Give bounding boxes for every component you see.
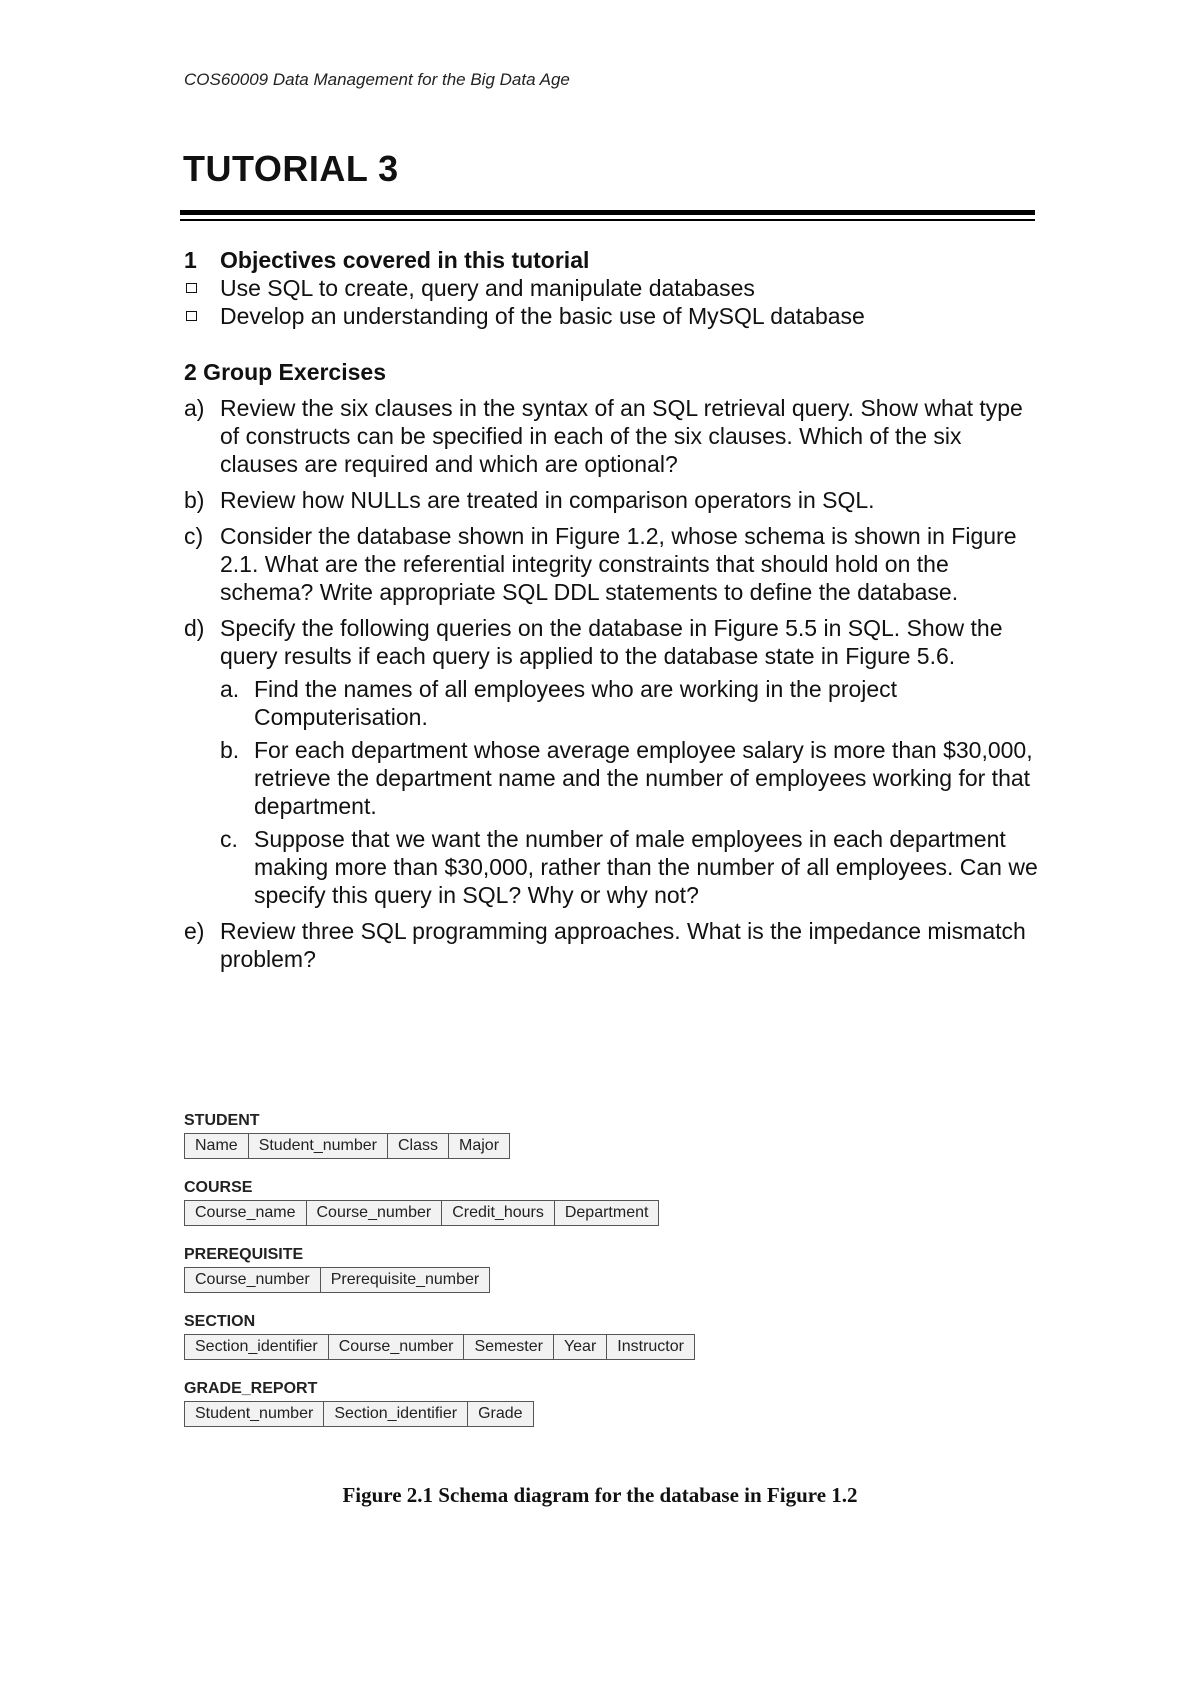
sub-question-label: a. <box>220 676 240 702</box>
sub-question <box>220 825 1044 909</box>
attribute-cell: Major <box>449 1133 510 1159</box>
sub-question-text: For each department whose average employee salary is more than $30,000, retrieve the department name and the number of employees working for that department. <box>254 737 1033 819</box>
exercises-section <box>184 358 1044 973</box>
exercise-item <box>184 394 1044 478</box>
exercise-text: Review three SQL programming approaches. What is the impedance mismatch problem? <box>220 918 1026 972</box>
objective-bullet <box>184 302 1044 330</box>
attribute-row <box>184 1200 695 1226</box>
attribute-cell: Course_number <box>184 1267 321 1293</box>
running-header: COS60009 Data Management for the Big Data Age <box>184 70 570 89</box>
attribute-cell: Course_number <box>329 1334 465 1360</box>
exercise-item <box>184 917 1044 973</box>
objective-text: Use SQL to create, query and manipulate databases <box>220 275 755 301</box>
attribute-row <box>184 1401 695 1427</box>
exercise-label: c) <box>184 523 204 549</box>
exercise-item <box>184 486 1044 514</box>
attribute-cell: Year <box>554 1334 607 1360</box>
title-rule-thin <box>180 219 1035 221</box>
sub-question <box>220 675 1044 731</box>
attribute-cell: Course_name <box>184 1200 307 1226</box>
exercise-item <box>184 614 1044 909</box>
objectives-heading <box>184 246 1044 274</box>
sub-question-text: Suppose that we want the number of male employees in each department making more than $30,000, rather than the number of all employees. Can we specify this query in SQL? Why or why not? <box>254 826 1038 908</box>
objectives-section <box>184 246 1044 330</box>
exercise-item <box>184 522 1044 606</box>
exercise-label: d) <box>184 615 205 641</box>
sub-question-label: b. <box>220 737 240 763</box>
exercise-label: e) <box>184 918 205 944</box>
attribute-cell: Department <box>555 1200 660 1226</box>
attribute-row <box>184 1133 695 1159</box>
exercise-text: Consider the database shown in Figure 1.2, whose schema is shown in Figure 2.1. What are the referential integrity constraints that should hold on the schema? Write appropriate SQL DDL statements to define the database. <box>220 523 1017 605</box>
attribute-cell: Grade <box>468 1401 533 1427</box>
checkbox-bullet-icon <box>186 283 197 293</box>
attribute-cell: Class <box>388 1133 449 1159</box>
relation-name: SECTION <box>184 1313 256 1330</box>
page-title: TUTORIAL 3 <box>183 148 399 189</box>
relation-section <box>184 1313 695 1360</box>
exercise-label: b) <box>184 487 205 513</box>
attribute-cell: Student_number <box>249 1133 388 1159</box>
exercise-label: a) <box>184 395 205 421</box>
sub-question-list <box>220 675 1044 909</box>
section-heading-text: Objectives covered in this tutorial <box>220 247 590 273</box>
title-rule-thick <box>180 210 1035 215</box>
schema-diagram <box>184 1112 695 1447</box>
sub-question <box>220 736 1044 820</box>
section-number: 1 <box>184 247 197 273</box>
attribute-cell: Credit_hours <box>442 1200 555 1226</box>
exercise-text: Specify the following queries on the database in Figure 5.5 in SQL. Show the query results if each query is applied to the database state in Figure 5.6. <box>220 615 1003 669</box>
relation-grade-report <box>184 1380 695 1427</box>
figure-caption: Figure 2.1 Schema diagram for the database in Figure 1.2 <box>342 1483 858 1507</box>
document-body <box>184 246 1044 973</box>
attribute-cell: Instructor <box>607 1334 695 1360</box>
relation-student <box>184 1112 695 1159</box>
relation-name: COURSE <box>184 1179 253 1196</box>
exercises-heading: 2 Group Exercises <box>184 359 386 385</box>
relation-course <box>184 1179 695 1226</box>
attribute-cell: Course_number <box>307 1200 443 1226</box>
objective-text: Develop an understanding of the basic use of MySQL database <box>220 303 865 329</box>
exercise-text: Review the six clauses in the syntax of an SQL retrieval query. Show what type of constructs can be specified in each of the six clauses. Which of the six clauses are required and which are optional? <box>220 395 1023 477</box>
attribute-cell: Prerequisite_number <box>321 1267 491 1293</box>
attribute-row <box>184 1267 695 1293</box>
exercise-text: Review how NULLs are treated in comparison operators in SQL. <box>220 487 875 513</box>
objective-bullet <box>184 274 1044 302</box>
attribute-cell: Section_identifier <box>324 1401 468 1427</box>
relation-name: STUDENT <box>184 1112 260 1129</box>
attribute-cell: Semester <box>464 1334 553 1360</box>
checkbox-bullet-icon <box>186 311 197 321</box>
attribute-cell: Section_identifier <box>184 1334 329 1360</box>
attribute-cell: Name <box>184 1133 249 1159</box>
attribute-row <box>184 1334 695 1360</box>
relation-prerequisite <box>184 1246 695 1293</box>
relation-name: GRADE_REPORT <box>184 1380 318 1397</box>
attribute-cell: Student_number <box>184 1401 324 1427</box>
sub-question-label: c. <box>220 826 238 852</box>
relation-name: PREREQUISITE <box>184 1246 304 1263</box>
sub-question-text: Find the names of all employees who are working in the project Computerisation. <box>254 676 898 730</box>
